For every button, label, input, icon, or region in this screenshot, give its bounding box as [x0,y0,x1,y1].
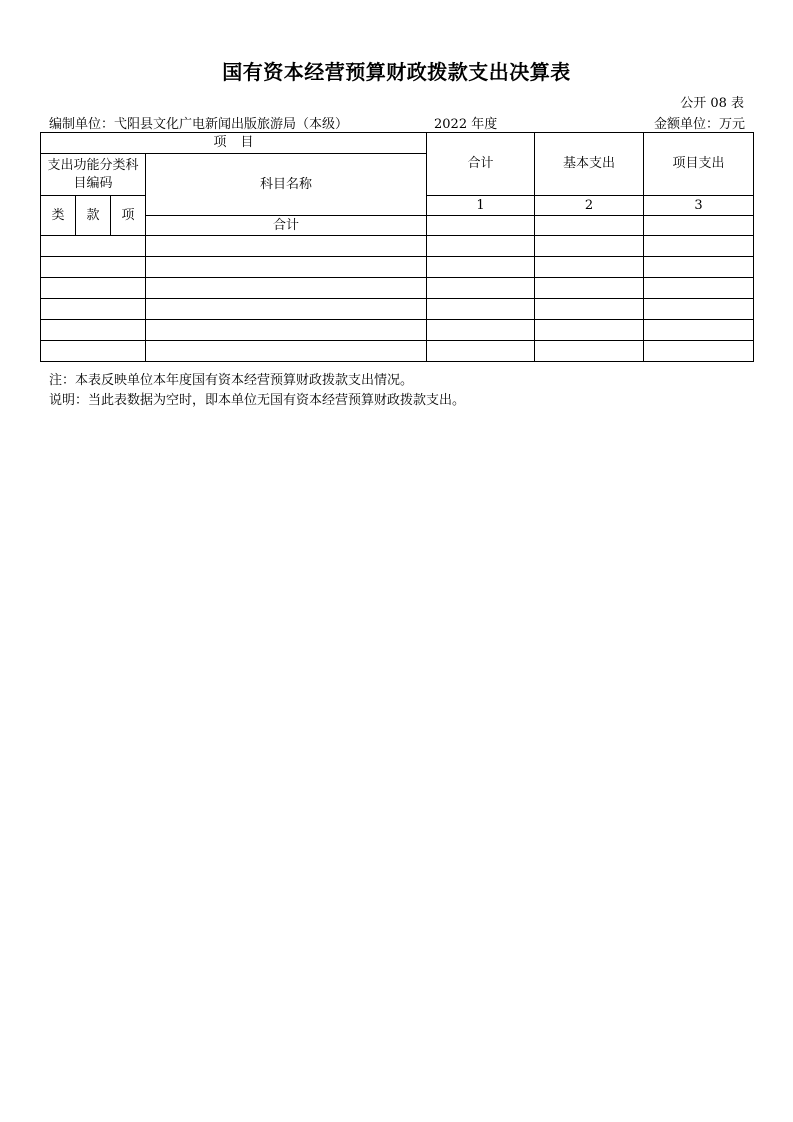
table-row [41,341,754,362]
row-basic [535,278,644,299]
header-subject-name: 科目名称 [146,154,427,216]
header-item: 项目 [41,133,427,154]
column-number-2: 2 [535,196,644,216]
meta-row [49,113,745,131]
header-function-code: 支出功能分类科目编码 [41,154,146,196]
table-row [41,236,754,257]
row-total [427,257,535,278]
row-name [146,236,427,257]
row-basic [535,341,644,362]
row-name [146,257,427,278]
row-name [146,278,427,299]
header-basic-expenditure: 基本支出 [535,133,644,196]
row-project [644,278,754,299]
row-name [146,320,427,341]
row-code [41,236,146,257]
header-kuan: 款 [76,196,111,236]
row-project [644,299,754,320]
notes [49,371,465,411]
compiling-unit: 编制单位：弋阳县文化广电新闻出版旅游局（本级） [49,117,349,132]
header-lei: 类 [41,196,76,236]
header-project-expenditure: 项目支出 [644,133,754,196]
header-row-1 [41,133,754,154]
row-code [41,341,146,362]
header-xiang: 项 [111,196,146,236]
note-line-2: 说明：当此表数据为空时，即本单位无国有资本经营预算财政拨款支出。 [49,393,466,408]
row-total [427,320,535,341]
row-name [146,341,427,362]
total-value [427,216,535,236]
total-label: 合计 [146,216,427,236]
row-code [41,299,146,320]
row-code [41,320,146,341]
row-project [644,320,754,341]
table-row [41,257,754,278]
row-total [427,341,535,362]
row-total [427,236,535,257]
row-total [427,278,535,299]
row-basic [535,236,644,257]
table-row [41,299,754,320]
row-basic [535,299,644,320]
table-row [41,278,754,299]
row-name [146,299,427,320]
column-number-1: 1 [427,196,535,216]
total-row [41,216,754,236]
form-number: 公开 08 表 [680,96,744,111]
row-basic [535,257,644,278]
expenditure-table [40,132,754,362]
row-code [41,278,146,299]
money-unit: 金额单位：万元 [653,117,745,132]
fiscal-year: 2022 年度 [434,117,498,132]
row-code [41,257,146,278]
row-project [644,257,754,278]
total-basic-value [535,216,644,236]
column-number-3: 3 [644,196,754,216]
row-project [644,341,754,362]
total-project-value [644,216,754,236]
note-line-1: 注：本表反映单位本年度国有资本经营预算财政拨款支出情况。 [49,373,414,388]
row-basic [535,320,644,341]
page-title: 国有资本经营预算财政拨款支出决算表 [222,60,571,84]
header-total: 合计 [427,133,535,196]
row-project [644,236,754,257]
row-total [427,299,535,320]
table-row [41,320,754,341]
